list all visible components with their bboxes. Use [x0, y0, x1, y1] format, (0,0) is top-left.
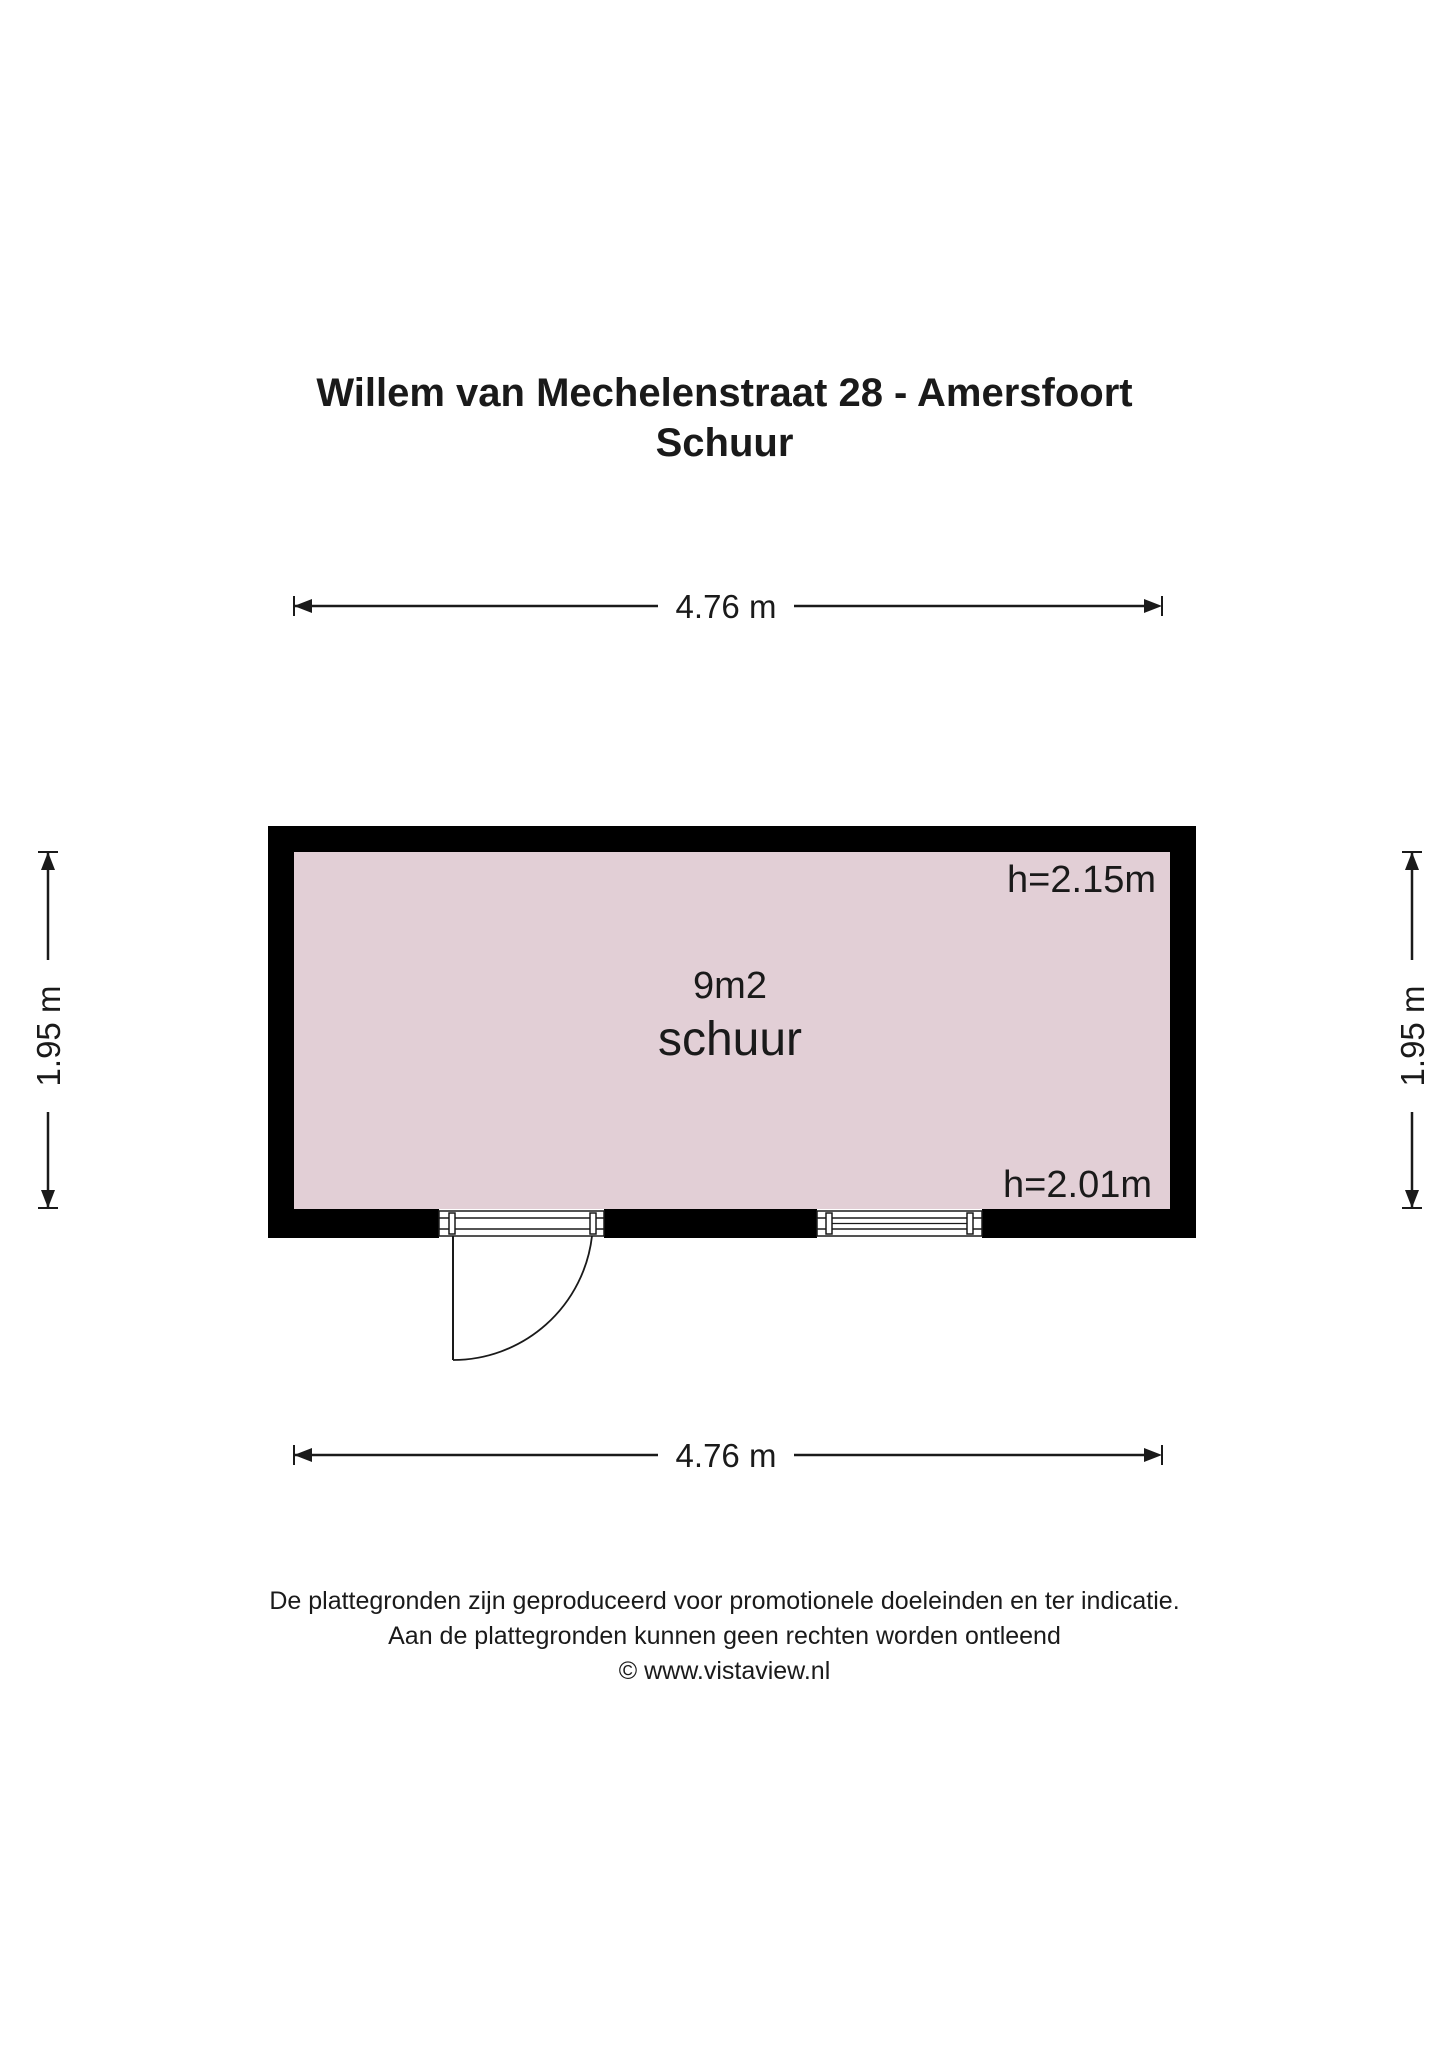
left-dimension: [30, 852, 67, 1208]
left-dimension-label: 1.95 m: [30, 985, 67, 1087]
right-dimension: [1394, 852, 1431, 1208]
door-frame: [439, 1211, 604, 1236]
room-name: schuur: [657, 1013, 803, 1066]
bottom-dimension: [294, 1437, 1162, 1474]
disclaimer-line-2: Aan de plattegronden kunnen geen rechten worden ontleend: [388, 1622, 1061, 1650]
wall-bottom-middle: [604, 1209, 817, 1238]
bottom-dimension-label: 4.76 m: [675, 1437, 777, 1474]
copyright-line: © www.vistaview.nl: [618, 1657, 831, 1685]
top-dimension: [294, 588, 1162, 625]
address-title: Willem van Mechelenstraat 28 - Amersfoort: [316, 371, 1133, 415]
wall-right: [1170, 826, 1196, 1238]
wall-bottom-right: [982, 1209, 1196, 1238]
wall-bottom-left: [268, 1209, 439, 1238]
room-area: 9m2: [693, 965, 767, 1007]
disclaimer: [0, 1584, 1449, 1689]
arrow-left-icon: [294, 1448, 312, 1462]
arrow-down-icon: [1405, 1190, 1419, 1208]
right-dimension-label: 1.95 m: [1394, 985, 1431, 1087]
arrow-right-icon: [1144, 599, 1162, 613]
arrow-down-icon: [41, 1190, 55, 1208]
top-dimension-label: 4.76 m: [675, 588, 777, 625]
disclaimer-line-1: De plattegronden zijn geproduceerd voor promotionele doeleinden en ter indicatie.: [269, 1587, 1180, 1615]
window: [817, 1211, 982, 1236]
door-swing-arc: [453, 1236, 592, 1360]
ceiling-height-low: h=2.01m: [1003, 1164, 1152, 1206]
floor-title: Schuur: [655, 421, 794, 465]
arrow-right-icon: [1144, 1448, 1162, 1462]
ceiling-height-high: h=2.15m: [1007, 859, 1156, 901]
arrow-up-icon: [41, 852, 55, 870]
wall-top: [268, 826, 1196, 852]
wall-left: [268, 826, 294, 1238]
arrow-left-icon: [294, 599, 312, 613]
door: [439, 1211, 604, 1360]
arrow-up-icon: [1405, 852, 1419, 870]
